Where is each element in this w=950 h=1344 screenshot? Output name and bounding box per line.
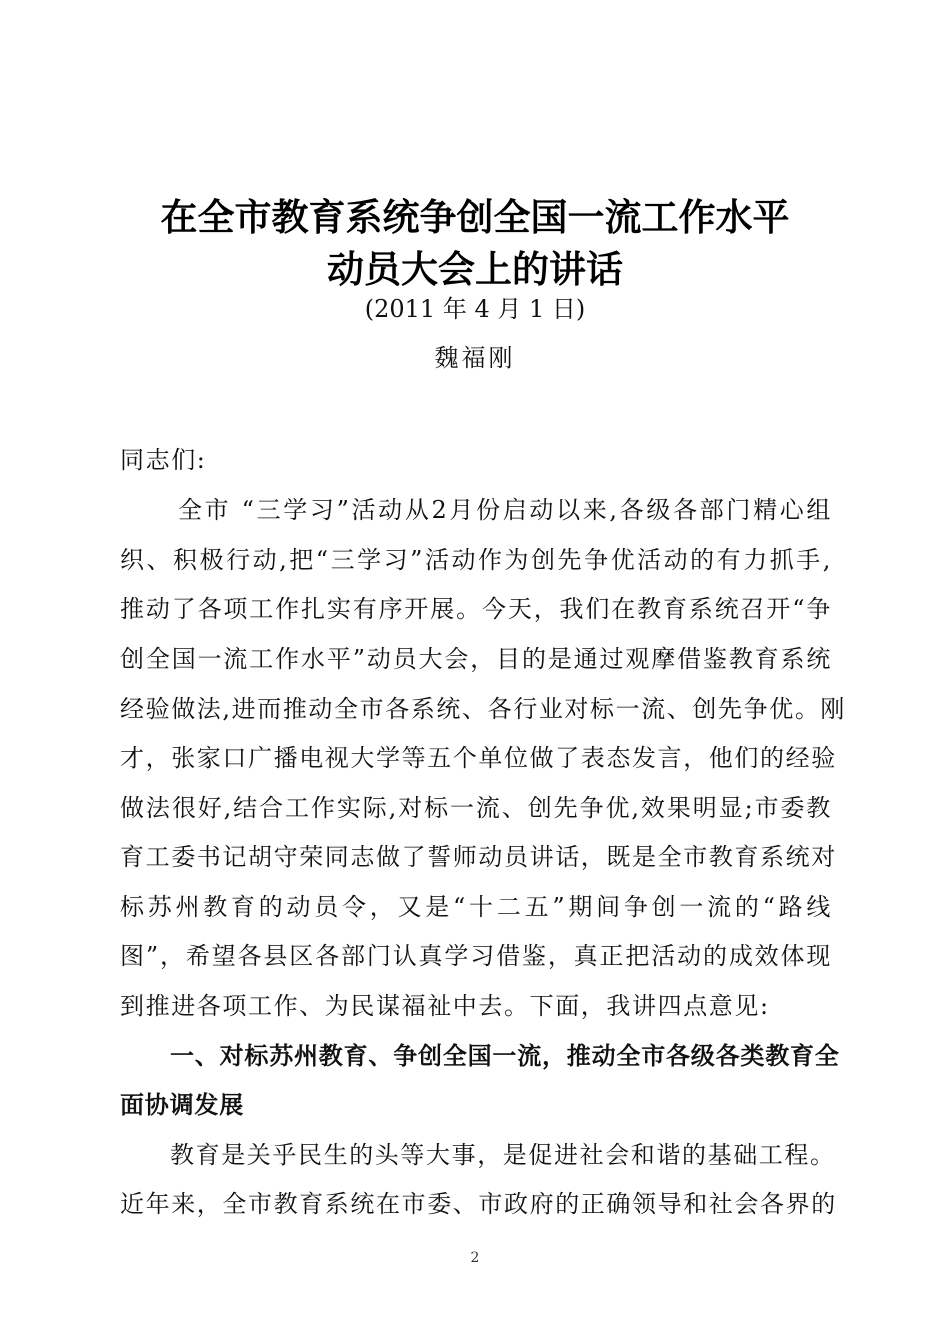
salutation: 同志们: bbox=[120, 446, 207, 474]
paragraph1-line: 到推进各项工作、为民谋福祉中去。下面，我讲四点意见: bbox=[120, 992, 770, 1020]
page-number: 2 bbox=[470, 1250, 480, 1266]
paragraph1-line: 才，张家口广播电视大学等五个单位做了表态发言，他们的经验 bbox=[120, 744, 837, 772]
paragraph1-line: 育工委书记胡守荣同志做了誓师动员讲话，既是全市教育系统对 bbox=[120, 843, 837, 871]
section-heading-line: 一、对标苏州教育、争创全国一流，推动全市各级各类教育全 bbox=[170, 1042, 840, 1070]
paragraph2-line: 近年来，全市教育系统在市委、市政府的正确领导和社会各界的 bbox=[120, 1190, 837, 1218]
speech-date: (2011 年 4 月 1 日) bbox=[364, 295, 586, 323]
paragraph1-line: 推动了各项工作扎实有序开展。今天，我们在教育系统召开“争 bbox=[120, 595, 832, 623]
paragraph1-line: 图”，希望各县区各部门认真学习借鉴，真正把活动的成效体现 bbox=[120, 942, 832, 970]
paragraph1-line: 创全国一流工作水平”动员大会，目的是通过观摩借鉴教育系统 bbox=[120, 645, 832, 673]
title-line-1: 在全市教育系统争创全国一流工作水平 bbox=[160, 196, 790, 239]
title-line-2: 动员大会上的讲话 bbox=[327, 248, 623, 291]
paragraph1-line: 全市 “三学习”活动从2月份启动以来,各级各部门精心组 bbox=[178, 496, 832, 524]
speech-author: 魏福刚 bbox=[434, 344, 516, 372]
paragraph2-line: 教育是关乎民生的头等大事，是促进社会和谐的基础工程。 bbox=[170, 1141, 836, 1169]
section-heading-line: 面协调发展 bbox=[120, 1091, 244, 1119]
paragraph1-line: 织、积极行动,把“三学习”活动作为创先争优活动的有力抓手, bbox=[120, 546, 832, 574]
paragraph1-line: 标苏州教育的动员令，又是“十二五”期间争创一流的“路线 bbox=[120, 893, 832, 921]
paragraph1-line: 做法很好,结合工作实际,对标一流、创先争优,效果明显;市委教 bbox=[120, 794, 832, 822]
paragraph1-line: 经验做法,进而推动全市各系统、各行业对标一流、创先争优。刚 bbox=[120, 695, 847, 723]
